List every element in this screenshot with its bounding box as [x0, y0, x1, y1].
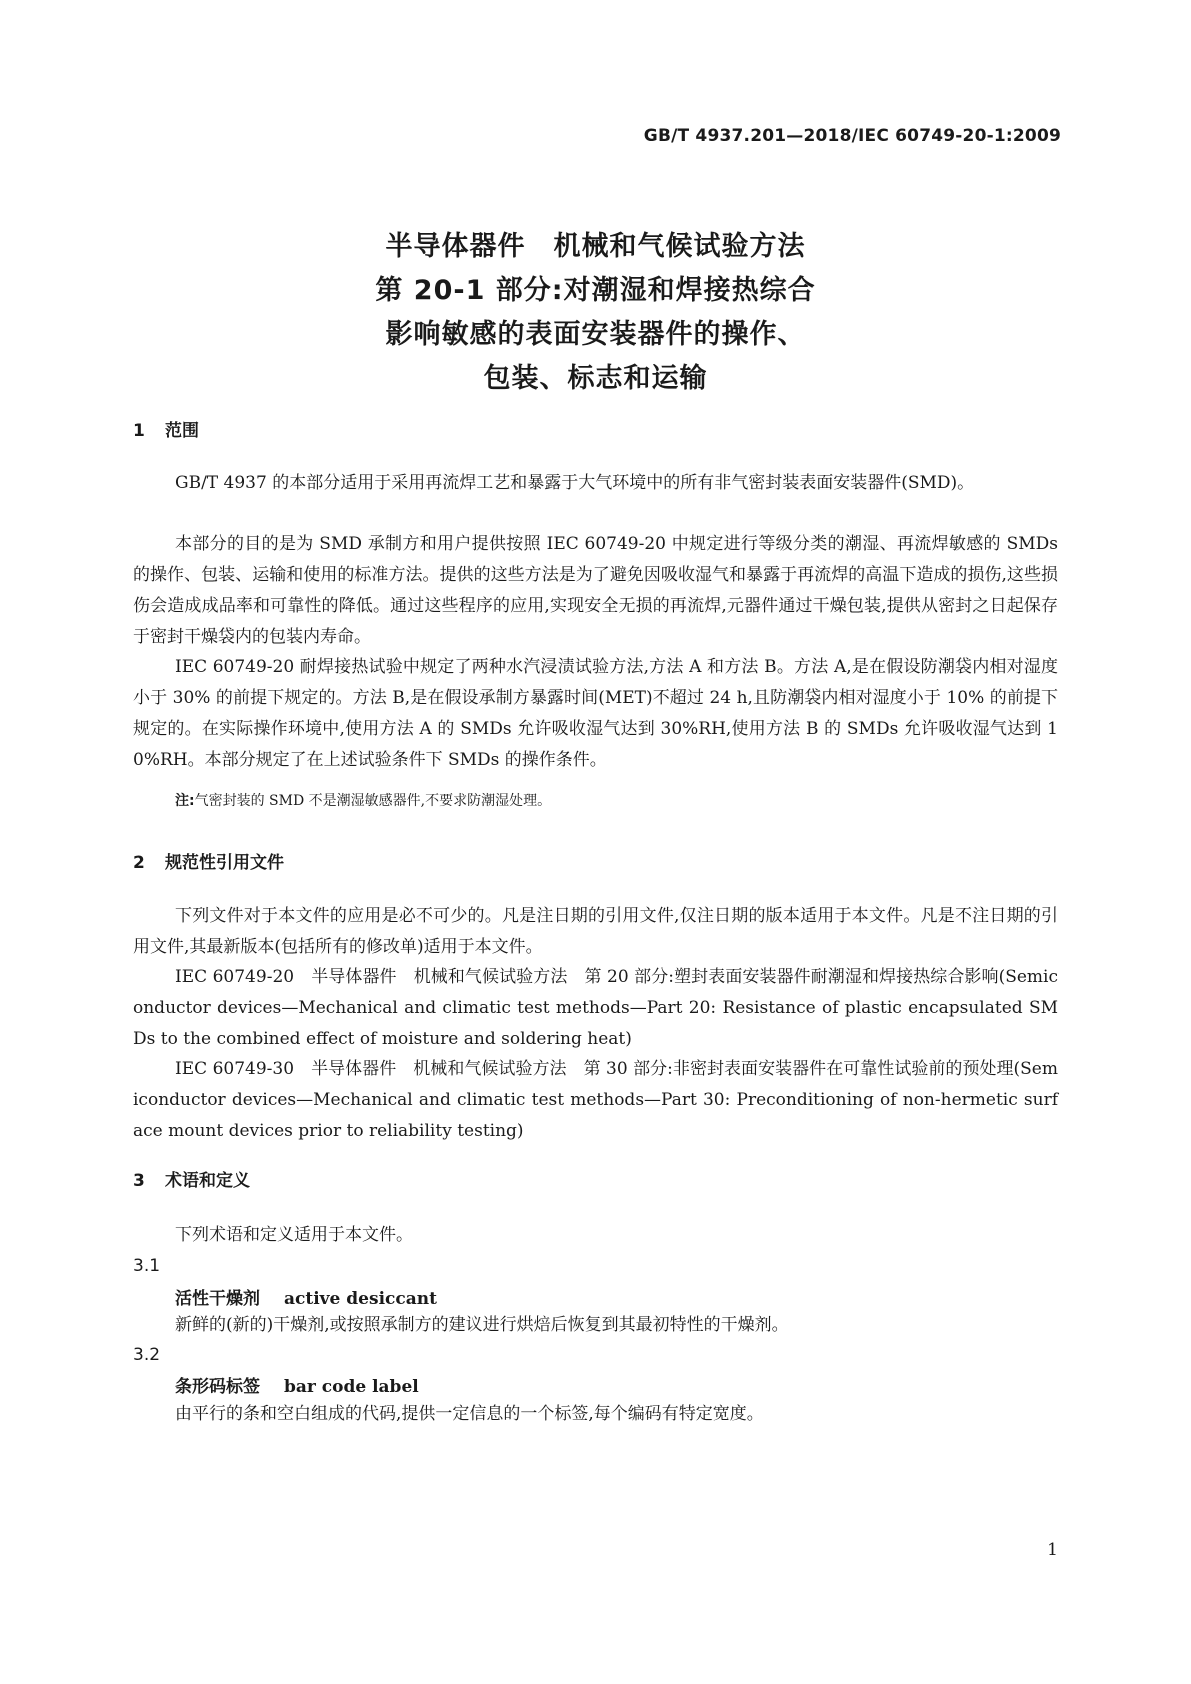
- term-3-2-zh: 条形码标签: [175, 1377, 260, 1397]
- section-2-number: 2: [133, 853, 145, 873]
- note-text: 气密封装的 SMD 不是潮湿敏感器件,不要求防潮湿处理。: [194, 793, 552, 809]
- document-title: [0, 225, 1191, 401]
- section-1-paragraph-2: 本部分的目的是为 SMD 承制方和用户提供按照 IEC 60749-20 中规定进行等级分类的潮湿、再流焊敏感的 SMDs 的操作、包装、运输和使用的标准方法。提供的这些方法是为了避免因吸收湿气和暴露于再流焊的高温下造成的损伤,这些损伤会造成成品率和可靠性的降低。通过这些程序的应用,实现安全无损的再流焊,元器件通过干燥包装,提供从密封之日起保存于密封干燥袋内的包装内寿命。: [133, 534, 1058, 647]
- section-2-heading: [133, 848, 284, 873]
- reference-iec-60749-30: IEC 60749-30 半导体器件 机械和气候试验方法 第 30 部分:非密封表面安装器件在可靠性试验前的预处理(Semiconductor devices—Mechanical and climatic test methods—Part 30: Preconditioning of non-hermetic surface mount devices prior to reliability testing): [133, 1059, 1058, 1141]
- section-3-title: 术语和定义: [165, 1171, 250, 1191]
- section-1-heading: [133, 416, 199, 441]
- reference-iec-60749-20: IEC 60749-20 半导体器件 机械和气候试验方法 第 20 部分:塑封表面安装器件耐潮湿和焊接热综合影响(Semiconductor devices—Mechanical and climatic test methods—Part 20: Resistance of plastic encapsulated SMDs to the combined effect of moisture and soldering heat): [133, 967, 1058, 1049]
- title-line-2: 第 20-1 部分:对潮湿和焊接热综合: [375, 275, 816, 306]
- section-3-heading: [133, 1166, 250, 1191]
- page-number: 1: [1047, 1540, 1058, 1560]
- section-2-title: 规范性引用文件: [165, 853, 284, 873]
- section-1-number: 1: [133, 421, 145, 441]
- standard-code: GB/T 4937.201—2018/IEC 60749-20-1:2009: [643, 126, 1061, 146]
- section-2-paragraph-1: 下列文件对于本文件的应用是必不可少的。凡是注日期的引用文件,仅注日期的版本适用于本文件。凡是不注日期的引用文件,其最新版本(包括所有的修改单)适用于本文件。: [133, 906, 1058, 957]
- section-1-paragraph-1: GB/T 4937 的本部分适用于采用再流焊工艺和暴露于大气环境中的所有非气密封装表面安装器件(SMD)。: [175, 473, 975, 493]
- term-3-1-en: active desiccant: [284, 1289, 437, 1309]
- term-3-2: [175, 1372, 419, 1397]
- title-line-1: 半导体器件 机械和气候试验方法: [385, 231, 806, 262]
- term-3-1-zh: 活性干燥剂: [175, 1289, 260, 1309]
- term-3-1-definition: 新鲜的(新的)干燥剂,或按照承制方的建议进行烘焙后恢复到其最初特性的干燥剂。: [175, 1315, 789, 1335]
- term-3-1-number: 3.1: [133, 1256, 161, 1276]
- section-1-note: [175, 790, 1055, 812]
- section-1-paragraph-3: IEC 60749-20 耐焊接热试验中规定了两种水汽浸渍试验方法,方法 A 和方法 B。方法 A,是在假设防潮袋内相对湿度小于 30% 的前提下规定的。方法 B,是在假设承制方暴露时间(MET)不超过 24 h,且防潮袋内相对湿度小于 10% 的前提下规定的。在实际操作环境中,使用方法 A 的 SMDs 允许吸收湿气达到 30%RH,使用方法 B 的 SMDs 允许吸收湿气达到 10%RH。本部分规定了在上述试验条件下 SMDs 的操作条件。: [133, 657, 1058, 770]
- term-3-2-en: bar code label: [284, 1377, 419, 1397]
- title-line-3: 影响敏感的表面安装器件的操作、: [385, 319, 806, 350]
- section-3-number: 3: [133, 1171, 145, 1191]
- title-line-4: 包装、标志和运输: [483, 363, 708, 394]
- term-3-2-definition: 由平行的条和空白组成的代码,提供一定信息的一个标签,每个编码有特定宽度。: [175, 1404, 764, 1424]
- note-label: 注:: [175, 793, 195, 809]
- section-1-title: 范围: [165, 421, 199, 441]
- term-3-2-number: 3.2: [133, 1345, 161, 1365]
- term-3-1: [175, 1284, 437, 1309]
- section-3-paragraph-1: 下列术语和定义适用于本文件。: [175, 1225, 413, 1245]
